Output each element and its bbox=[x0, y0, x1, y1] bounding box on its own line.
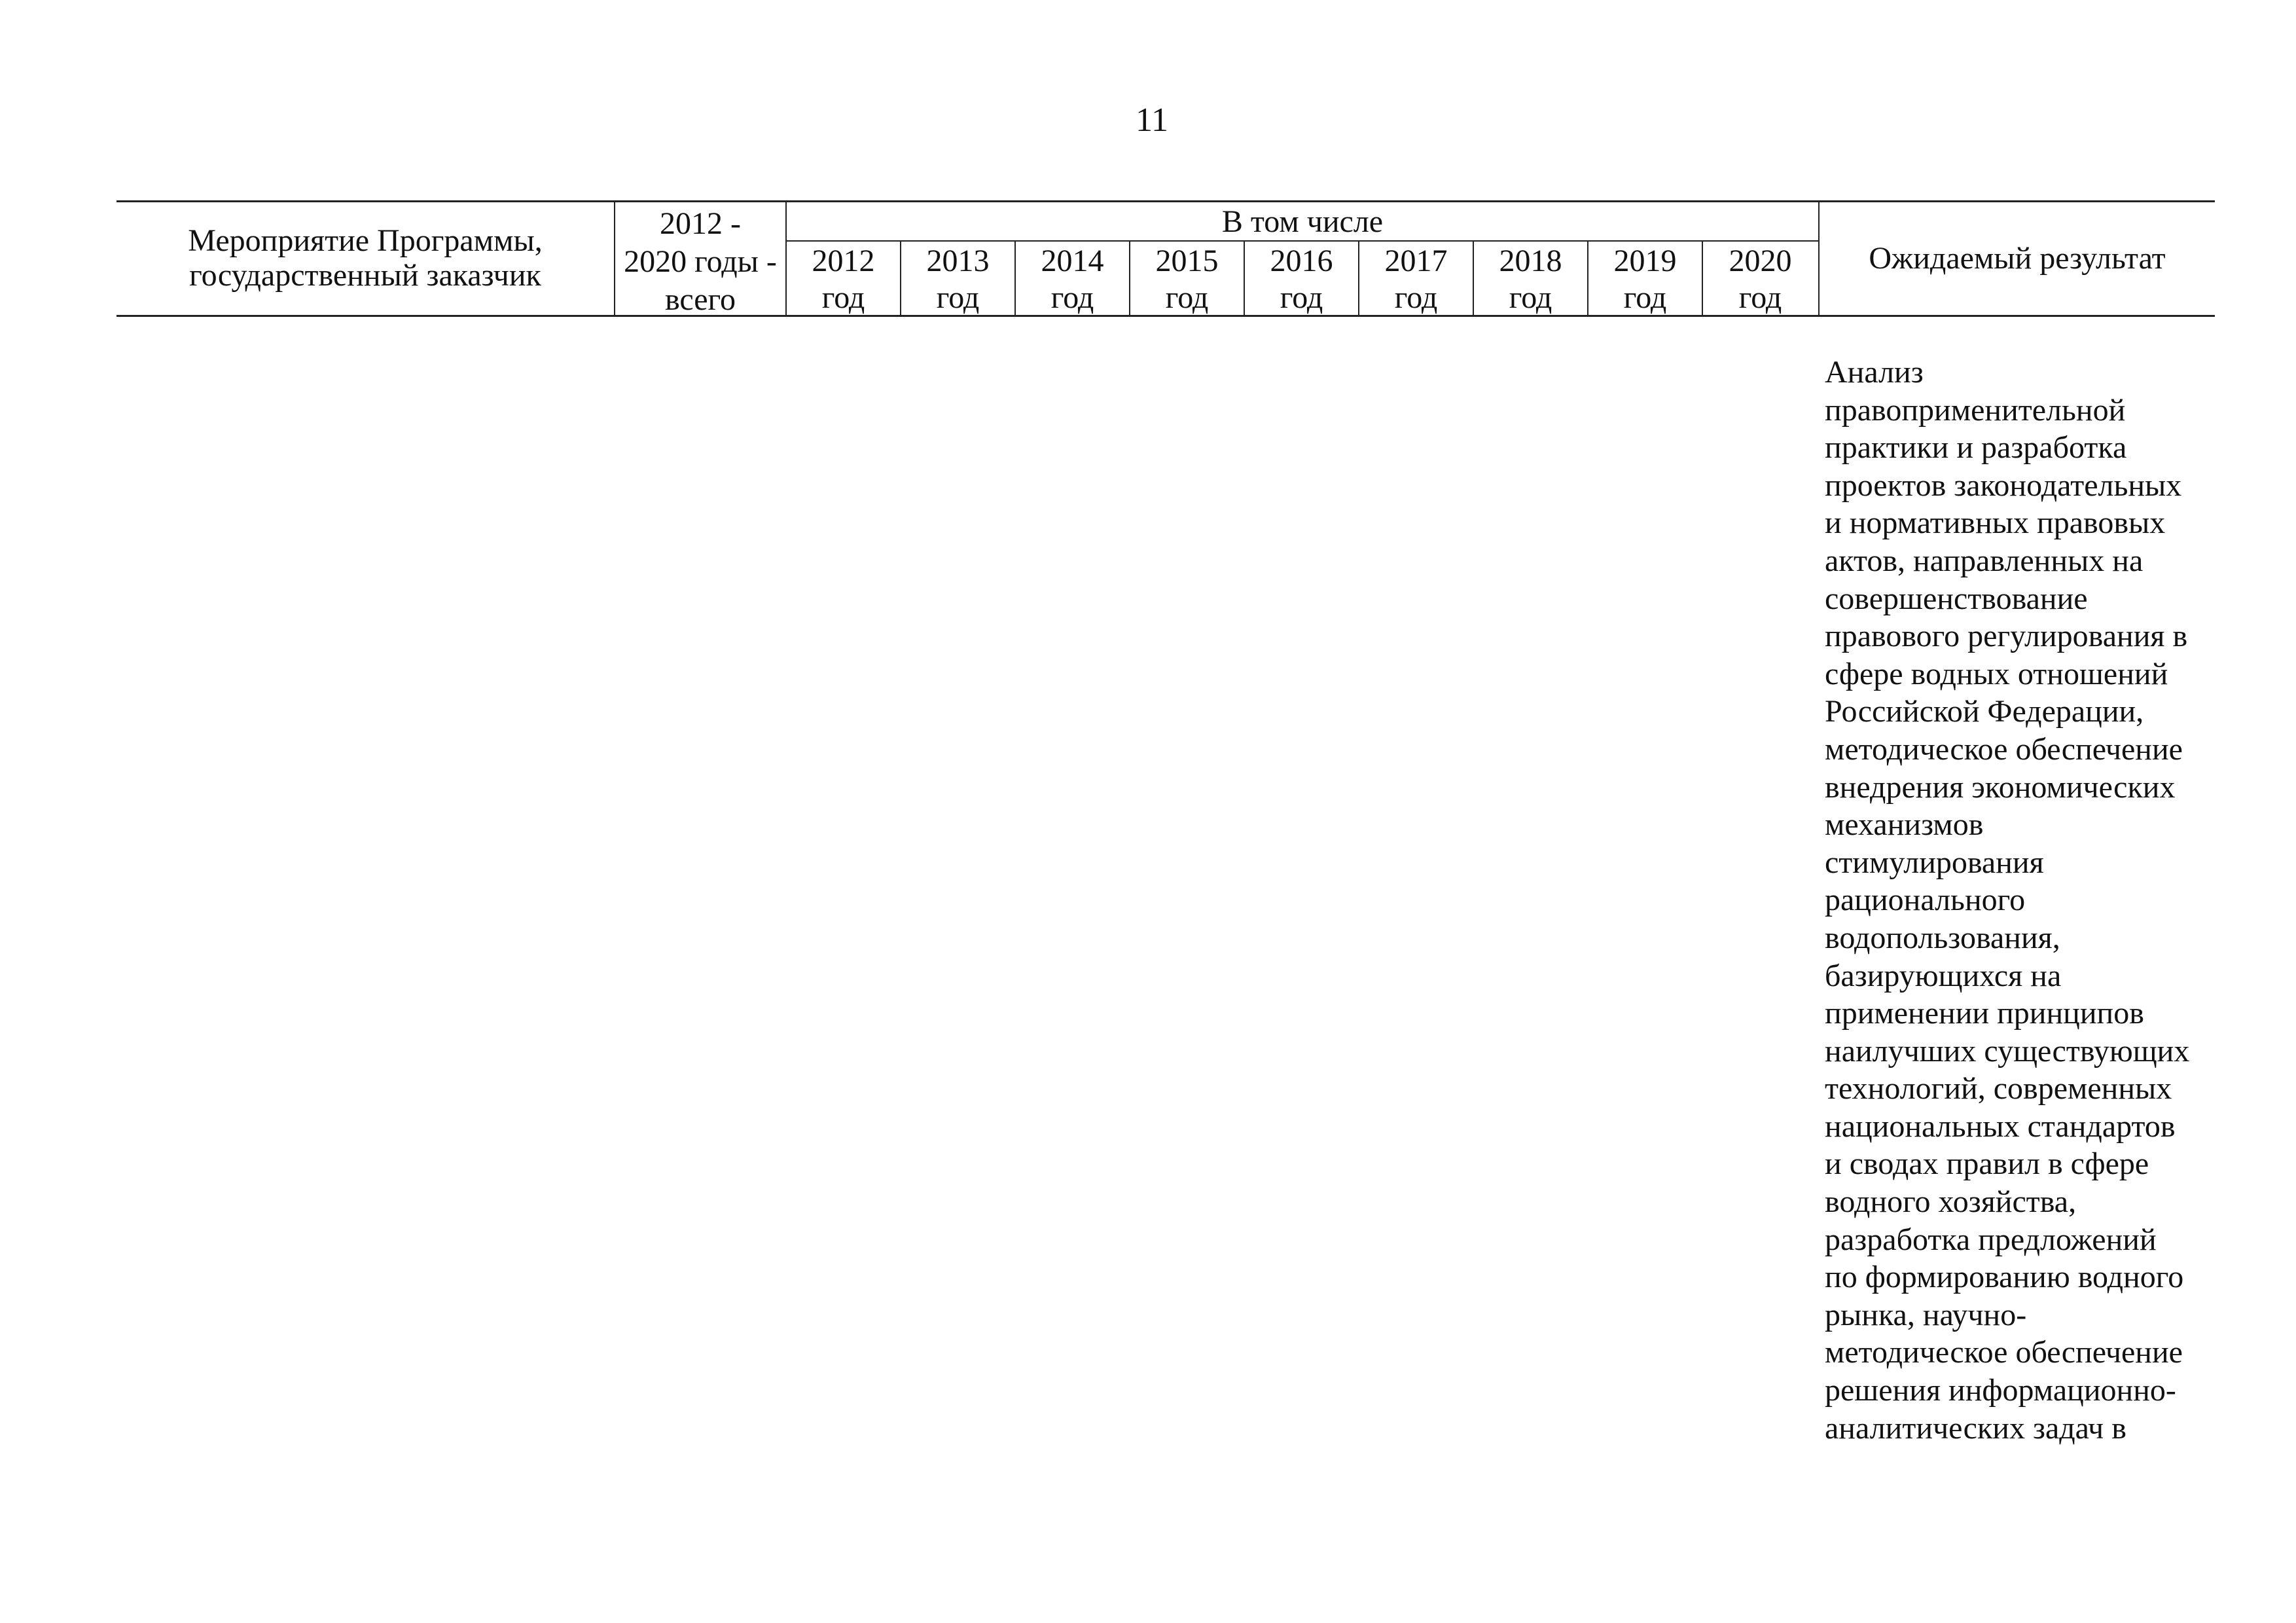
expected-result-line: Российской Федерации, bbox=[1825, 694, 2144, 729]
header-year-unit: год bbox=[1394, 280, 1438, 315]
expected-result-line: и нормативных правовых bbox=[1825, 505, 2166, 541]
header-year-value: 2019 bbox=[1613, 243, 1677, 278]
expected-result-line: водного хозяйства, bbox=[1825, 1184, 2077, 1220]
header-year-value: 2015 bbox=[1155, 243, 1219, 278]
header-year-2013 bbox=[901, 242, 1016, 317]
expected-result-line: совершенствование bbox=[1825, 581, 2088, 616]
header-year-value: 2013 bbox=[926, 243, 990, 278]
header-measure-line1: Мероприятие Программы, bbox=[188, 223, 543, 259]
expected-result-line: методическое обеспечение bbox=[1825, 731, 2183, 767]
header-year-value: 2018 bbox=[1499, 243, 1562, 278]
expected-result-line: стимулирования bbox=[1825, 845, 2044, 880]
header-year-value: 2016 bbox=[1270, 243, 1333, 278]
header-including-group bbox=[787, 202, 1818, 315]
expected-result-line: технологий, современных bbox=[1825, 1071, 2172, 1106]
expected-result-line: рынка, научно- bbox=[1825, 1297, 2027, 1332]
header-total-line3: всего bbox=[664, 282, 736, 317]
header-total bbox=[615, 202, 787, 315]
header-year-2015 bbox=[1130, 242, 1245, 317]
expected-result-line: рационального bbox=[1825, 883, 2026, 918]
header-total-line2: 2020 годы - bbox=[624, 244, 777, 279]
expected-result-line: проектов законодательных bbox=[1825, 467, 2182, 503]
expected-result-line: правоприменительной bbox=[1825, 392, 2126, 428]
header-year-2020 bbox=[1703, 242, 1818, 317]
header-year-2016 bbox=[1245, 242, 1359, 317]
expected-result-line: и сводах правил в сфере bbox=[1825, 1146, 2149, 1182]
expected-result-line: механизмов bbox=[1825, 807, 1984, 843]
header-year-2012 bbox=[787, 242, 901, 317]
header-year-value: 2020 bbox=[1729, 243, 1792, 278]
header-year-value: 2012 bbox=[812, 243, 875, 278]
header-year-unit: год bbox=[936, 280, 980, 315]
header-expected-result: Ожидаемый результат bbox=[1818, 202, 2215, 315]
expected-result-line: разработка предложений bbox=[1825, 1222, 2157, 1257]
header-year-unit: год bbox=[1509, 280, 1552, 315]
header-year-value: 2017 bbox=[1384, 243, 1448, 278]
expected-result-line: наилучших существующих bbox=[1825, 1033, 2190, 1068]
expected-result-line: правового регулирования в bbox=[1825, 619, 2188, 654]
header-total-line1: 2012 - bbox=[660, 206, 741, 241]
header-year-unit: год bbox=[1280, 280, 1323, 315]
header-year-value: 2014 bbox=[1041, 243, 1104, 278]
header-year-unit: год bbox=[1165, 280, 1209, 315]
expected-result-line: сфере водных отношений bbox=[1825, 656, 2168, 691]
expected-result-line: решения информационно- bbox=[1825, 1373, 2176, 1408]
header-including: В том числе bbox=[787, 202, 1818, 242]
header-measure-line2: государственный заказчик bbox=[189, 258, 541, 293]
expected-result-line: базирующихся на bbox=[1825, 958, 2062, 993]
page-number: 11 bbox=[1135, 101, 1169, 139]
expected-result-line: водопользования, bbox=[1825, 920, 2060, 955]
header-year-unit: год bbox=[1623, 280, 1667, 315]
header-year-unit: год bbox=[1738, 280, 1782, 315]
header-year-2019 bbox=[1588, 242, 1703, 317]
expected-result-line: применении принципов bbox=[1825, 996, 2144, 1031]
expected-result-line: национальных стандартов bbox=[1825, 1108, 2176, 1144]
expected-result-text bbox=[1825, 354, 2211, 1447]
expected-result-line: внедрения экономических bbox=[1825, 769, 2176, 805]
header-year-2018 bbox=[1474, 242, 1588, 317]
table-header bbox=[117, 200, 2215, 317]
expected-result-line: Анализ bbox=[1825, 355, 1924, 390]
expected-result-line: по формированию водного bbox=[1825, 1260, 2184, 1295]
header-measure bbox=[117, 202, 615, 315]
header-year-2014 bbox=[1016, 242, 1130, 317]
header-year-unit: год bbox=[1050, 280, 1094, 315]
header-year-2017 bbox=[1359, 242, 1474, 317]
expected-result-line: практики и разработка bbox=[1825, 430, 2127, 465]
expected-result-line: методическое обеспечение bbox=[1825, 1335, 2183, 1370]
expected-result-line: аналитических задач в bbox=[1825, 1410, 2126, 1446]
header-year-unit: год bbox=[821, 280, 865, 315]
expected-result-line: актов, направленных на bbox=[1825, 543, 2144, 578]
